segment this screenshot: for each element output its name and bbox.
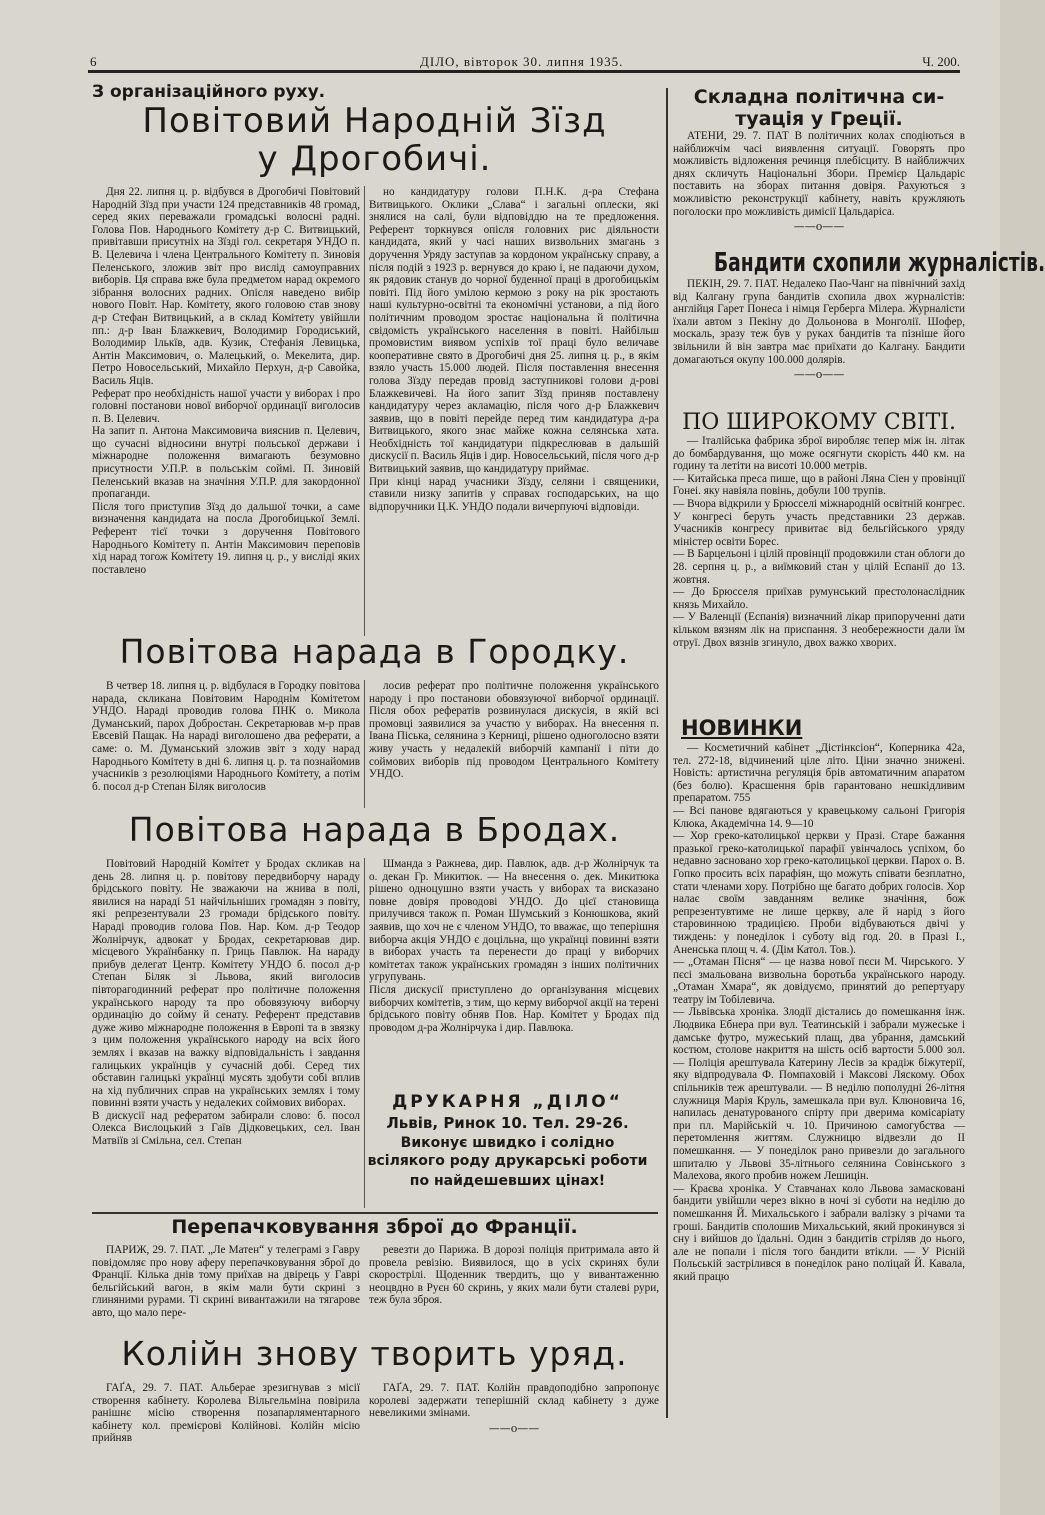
article-body: В четвер 18. липня ц. р. відбулася в Городку повітова нарада, скликана Повітовим Народнім Комітетом УНДО. Нараді проводив голова ПНК о. Микола Думанський, парох Добростан. Секретарював м-р прав Евсевій Пащак. На нараді виголошено два реферати, а саме: о. М. Думанський зложив звіт з ходу нарад Народнього Комітету в дні 6. липня ц. р. та познайомив учасників з резолюціями Народнього Комітету, а потім б. посол д-р Степан Біляк виголосив (92, 680, 360, 793)
ad-slogan: по найдешевших цінах! (409, 1173, 606, 1189)
issue-number: Ч. 200. (922, 54, 960, 69)
article-brody-col2 (369, 858, 659, 1088)
article-body: Дня 22. липня ц. р. відбувся в Дрогобичі Повітовий Народній Зїзд при участи 124 представників 48 громад, серед яких переважали громадські волосні радні. Голова Пов. Народнього Комітету д-р С. Витвицький, привітавши присутніх на Зїзді гол. секретаря УНДО п. В. Целевича і члена Центрального Комітету п. Зиновія Пеленського, зложив звіт про вислід самоуправних виборів. Ця справа вже була предметом нарад окремого зібрання волосних радних. Опісля наведено вибір нового Повіт. Нар. Комітету, якого головою став знову д-р Стефан Витвицький, а в склад Комітету увійшли пп.: д-р Іван Блажкевич, Володимир Городиський, Володимир Ількїв, адв. Кузик, Стефанія Левицька, Антін Максимович, о. Малецький, о. Мекелита, дир. Петро Новосельський, Михайло Перхун, д-р Савойка, Василь Яців. Реферат про необхідність нашої участи у виборах і про головні постанови нової виборчої ординації виголосив п. В. Целевич. На запит п. Антона Максимовича вияснив п. Целевич, що сучасні відносини внутрі польської держави і міжнародне положення вимагають безумовно присутности У.П.Р. в польськім соймі. П. Зиновій Пеленський вказав на значіння У.П.Р. для закордонної пропаганди. Після того приступив Зїзд до дальшої точки, а саме визначення кандидата на посла Дрогобицької Землі. Референт тієї точки з доручення Повітового Народнього Комітету п. Антін Максимович переповів хід нарад тогож Комітету 19. липня ц. р., у висліді яких поставлено (92, 186, 360, 576)
article-title: Повітова нарада в Городку. (119, 632, 630, 671)
article-brody-header (92, 812, 657, 856)
article-body: ГАҐА, 29. 7. ПАТ. Альберае зрезигнував з місії створення кабінету. Королева Вільгельміна повірила ранішнє місію створення позапарляментарного кабінету кол. премієрові Колійнові. Колійн місію прийняв (92, 1382, 360, 1445)
ad-address: Львів, Ринок 10. Тел. 29-26. (386, 1114, 629, 1132)
section-ornament: ——o—— (793, 220, 845, 234)
ad-headline: ДРУКАРНЯ „ДІЛО“ (392, 1092, 623, 1112)
article-horodok-col2 (369, 680, 659, 810)
section-ornament: ——o—— (793, 368, 845, 382)
printing-house-advert (360, 1092, 655, 1202)
article-title: ПО ШИРОКОМУ СВІТІ. (682, 410, 956, 435)
section-kicker: З організаційного руху. (92, 82, 326, 102)
ad-text: Виконує швидко і солідно всілякого роду друкарські роботи (367, 1135, 648, 1169)
article-horodok-col1 (92, 680, 360, 810)
article-body: ПЕКІН, 29. 7. ПАТ. Недалеко Пао-Чанг на північний захід від Калгану група бандитів схопила двох журналістів: англійця Гарет Понеса і німця Герберга Мілера. Журналісти їхали автом з Пекіну до Дольонова в Монголії. Шофер, москаль, зразу теж був у руках бандитів та пізніше його звільнили й він завтра має приїхати до Калгану. Бандити домагаються окупу 100.000 долярів. (673, 278, 965, 366)
article-title: туація у Греції. (735, 108, 903, 130)
masthead (90, 52, 970, 72)
article-bandits (673, 248, 1045, 406)
article-body: ГАҐА, 29. 7. ПАТ. Колійн правдоподібно запропонує королеві задержати теперішній склад кабінету з дуже невеликими змінами. (369, 1382, 659, 1420)
page-number: 6 (90, 54, 97, 69)
article-title: Складна політична си- (693, 86, 945, 108)
header-rule (88, 70, 960, 73)
article-body: лосив реферат про політичне положення українського народу і про постанови обовязуючої виборчої ординації. Після обох рефератів розвинулася дискусія, в якій всі промовці заявилися за участю у виборах. На внесення п. Івана Піська, селянина з Керниці, рішено одноголосно взяти живу участь у недалекій виборчій кампанії і піти до соймових виборів під проводом Центрального Комітету УНДО. (369, 680, 659, 781)
article-smuggling-col1 (92, 1244, 360, 1334)
article-colijn-col1 (92, 1382, 360, 1452)
article-horodok-header (92, 634, 657, 678)
section-title: НОВИНКИ (681, 716, 803, 740)
article-body: — Косметичний кабінет „Дістінксіон“, Коперника 42а, тел. 272-18, відчинений ціле літо. Ціни значно знижені. Новість: артистична регуляція брів автоматичним апаратом (без болю). Красшення брів гарантовано нешкідливим препаратом. 755 — Всі панове вдягаються у кравецькому сальоні Григорія Клюка, Академічна 14. 9—10 — Хор греко-католицької церкви у Празі. Старе бажання празької греко-католицької парафії увінчалось успіхом, бо недавно засновано хор греко-католицької церкви. Парох о. В. Гопко просить всіх парафіян, що можуть співати безплатно, стати членами хору. Потрібно ще багато добрих голосів. Хор налає своїм завданням велике значіння, бож репрезентувтиме не лише церкву, але й нарід з його старовинною традицією. Проби відбуваються двічі у тиждень: у понеділок і суботу від год. 20. в Празі I., Аненська площ ч. 4. (Дім Катол. Тов.). — „Отаман Пісня“ — це назва нової пєси М. Чирського. У пєсі змальована визвольна боротьба українського народу. „Отаман Хмара“, як довідуємо, принятий до репертуару театру ім Тобілевича. — Львівська хроніка. Злодії дістались до помешкання інж. Людвика Ебнера при вул. Театинській і забрали мужеське і дамське футро, мужеський плащ, два убрання, дамський костюм, столове накриття на шість осіб вартости 5.000 зол. — Поліція арештувала Катерину Лесів за крадіж біжутерії, яку відпродувала Ф. Помпаховій і Максові Ляскому. Обох спільників теж арештували. — В неділю пополудні 26-літня служниця Марія Круль, замешкала при вул. Клюновича 16, напилась денатурованого спірту при дверима комісаріату при пл. Марійській ч. 10. Причиною самогубства — перетомлення життям. Служницю відвезли до ІІ помешкання. — У понеділок рано привезли до загального шпиталю у Львові 35-літнього селянина Совінського з Малехова, якого пробив ножем Лешицін. — Краєва хроніка. У Ставчанах коло Львова замасковані бандити увійшли через вікно в ночі зі суботи на неділю до помешкання Й. Михальського і забрали валізку з річами та гроші. Бандитів сполошив Михальський, який прокинувся зі сну і вийшов до їдальні. Один з бандитів стріляв до нього, але не попали і після того бандити втікли. — У Рісній Польській застрілився в понеділок рано поліцай Й. Кавала, який працю (673, 742, 965, 1283)
article-colijn-col2 (369, 1382, 659, 1452)
article-title: Перепачковування зброї до Франції. (171, 1216, 578, 1238)
article-title: у Дрогобичі. (257, 139, 492, 179)
article-drohobych-col2 (369, 186, 659, 636)
article-body: ревезти до Парижа. В дорозі поліція притримала авто й провела ревізію. Виявилося, що в усіх скринях були скорострілі. Щоденник твердить, що у вивантаженню неоцвдно в Руєн 60 скринь, у яких мали бути сталеві рури, теж була зброя. (369, 1244, 659, 1307)
column-divider (666, 88, 668, 1418)
column-rule (364, 186, 365, 636)
section-ornament: ——o—— (488, 1421, 540, 1435)
article-drohobych-header (92, 82, 657, 182)
article-title: Колійн знову творить уряд. (121, 1334, 628, 1373)
section-rule (92, 1212, 658, 1214)
article-colijn-header (92, 1336, 657, 1380)
article-title: Бандити схопили журналістів. (713, 248, 1045, 278)
article-brody-col1 (92, 858, 360, 1208)
article-novynky (673, 712, 965, 1457)
article-smuggling-header (92, 1216, 657, 1244)
article-body: Повітовий Народній Комітет у Бродах скликав на день 28. липня ц. р. повітову передвиборчу нараду брідського повіту. Не зважаючи на жнива в полі, явилися на нараді 51 найчільніших громадян з повіту, які репрезентували 23 громади брідського повіту. Нараді проводив голова Пов. Нар. Ком. д-р Теодор Жолнірчук, адвокат у Бродах, секретарював дир. місцевого Українбанку п. Гриць Павлюк. На нараду прибув делегат Центр. Комітету УНДО б. посол д-р Степан Біляк зі Львова, який виголосив півторагодинний реферат про політичне положення українського народу та про обовязуючу виборчу ординацію до сойму й сенату. Референт представив дуже живо міжнародне положення в Европі та в звязку з цим положення українського народу на всіх його землях і вказав на важку відповідальність і завдання галицьких українців у сучасній добі. Серед тих обставин галицькі українці мусять здобути собі вплив на хід публичних справ на українських землях і тому повинні взяти участь у недалеких соймових виборах. В дискусії над рефератом забирали слово: б. посол Олекса Вислоцький з Гаїв Дідковецьких, сел. Іван Матвіїв зі Смільна, сел. Степан (92, 858, 360, 1148)
article-title: Повітова нарада в Бродах. (128, 810, 621, 849)
article-greece (673, 86, 965, 246)
newspaper-title-date: ДІЛО, вівторок 30. липня 1935. (420, 54, 624, 69)
column-rule (364, 680, 365, 808)
article-body: Шманда з Ражнева, дир. Павлюк, адв. д-р Жолнірчук та о. декан Гр. Микитюк. — На внесення о. дек. Микитюка рішено одноцушно взяти участь у виборах та висказано повне довіря проводові УНДО. До цієї становища прилучився також п. Роман Шумський з Конюшкова, який заявив, що хоч не є членом УНДО, то вважає, що теперішня виборча акція УНДО є доцільна, що українці повинні взяти в виборах участь та перенести до праці у виборчих комітетах також українських громадян з інших політичних угрупувань. Після дискусії приступлено до організування місцевих виборчих комітетів, з тим, що керму виборчої акції на терені брідського повіту обняв Пов. Нар. Комітет у Бродах під проводом д-ра Жолнірчука і дир. Павлюка. (369, 858, 659, 1034)
article-body: но кандидатуру голови П.Н.К. д-ра Стефана Витвицького. Оклики „Слава“ і загальні оплески, які знялися на салі, були відповіддю на те предложення. Референт торкнувся опісля головних рис діяльности кандидата, який у часі наших визвольних змагань з доручення Уряду заступав за кордоном українську справу, а після подій з 1923 р. вернувся до краю і, не падаючи духом, як рядовик станув до чорної буденної праці в дрогобицькім повіті. Під його умілою кермою з року на рік зростають наші культурно-освітні та економічні установи, а під його політичним проводом зростає національна й політична свідомість українського населення в повіті. Найбільш промовистим виявом успіхів тої праці було величаве кооперативне свято в Дрогобичі дня 25. липня ц. р., в якім взяло участь 15.000 людей. Після поставлення внесення голова Зїзду передав провід заступникові голови д-рові Блажкевичеві. На його запит Зїзд приняв поставлену кандидатуру через акламацію, після чого д-р Блажкевич заявив, що в повіті перейде перед тим кандидатура д-ра Витвицького, якого знає майже кожна селянська хата. Необхідність тої кандидатури підкреслював в дальшій дискусії п. Василь Яців і дир. Новосельський, після чого д-р Витвицький заявив, що кандидатуру приймає. При кінці нарад учасники Зїзду, селяни і священики, ставили низку запитів у справах господарських, на що відпоручники Ц.К. УНДО подали вичерпуючі відповіди. (369, 186, 659, 513)
article-title: Повітовий Народній Зїзд (142, 101, 607, 141)
article-smuggling-col2 (369, 1244, 659, 1334)
article-body: АТЕНИ, 29. 7. ПАТ В політичних колах сподіються в найближчім часі виявлення ситуації. Говорять про можливість відложення речинця плебісциту. В найближчих днях скличуть Національні Збори. Премієр Цальдаріс поставить на зборах питання довіря. Рахуються з можливістю реконструкції кабінету, навіть кружляють поголоски про можливість димісії Цальдаріса. (673, 130, 965, 218)
article-body: ПАРИЖ, 29. 7. ПАТ. „Ле Матен“ у телеграмі з Гавру повідомляє про нову аферу перепачковування зброї до Франції. Кілька днів тому приїхав на двірець у Гаврі бельгійський вагон, в якім мали бути скрині з глиняними рурами. Ті скрині вивантажили на тягарове авто, що мало пере- (92, 1244, 360, 1319)
article-world-news (673, 410, 965, 710)
article-body: — Італійська фабрика зброї виробляє тепер між ін. літак до бомбардування, що може осягнути скорість 440 км. на годину та летіти на висоті 10.000 метрів. — Китайська преса пише, що в районі Ляна Сіен у провінції Гонеі. яку навіяла повінь, добули 100 трупів. — Вчора відкрили у Брюсселі міжнародній освітній конгрес. У конгресі беруть участь представники 23 держав. Учасників конгресу привитає від бельгійського уряду міністер освіти Борес. — В Барцельоні і цілій провінції продовжили стан облоги до 28. серпня ц. р., а виїмковий стан у цілій Еспанії до 13. жовтня. — До Брюсселя приїхав румунський престолонаслідник князь Михайло. — У Валенції (Еспанія) визначний лікар припорученні дати кільком вязням лік на приспання. З необережности дали їм отруї. Двох вязнів згинуло, двох важко хворих. (673, 435, 965, 649)
article-drohobych-col1 (92, 186, 360, 636)
